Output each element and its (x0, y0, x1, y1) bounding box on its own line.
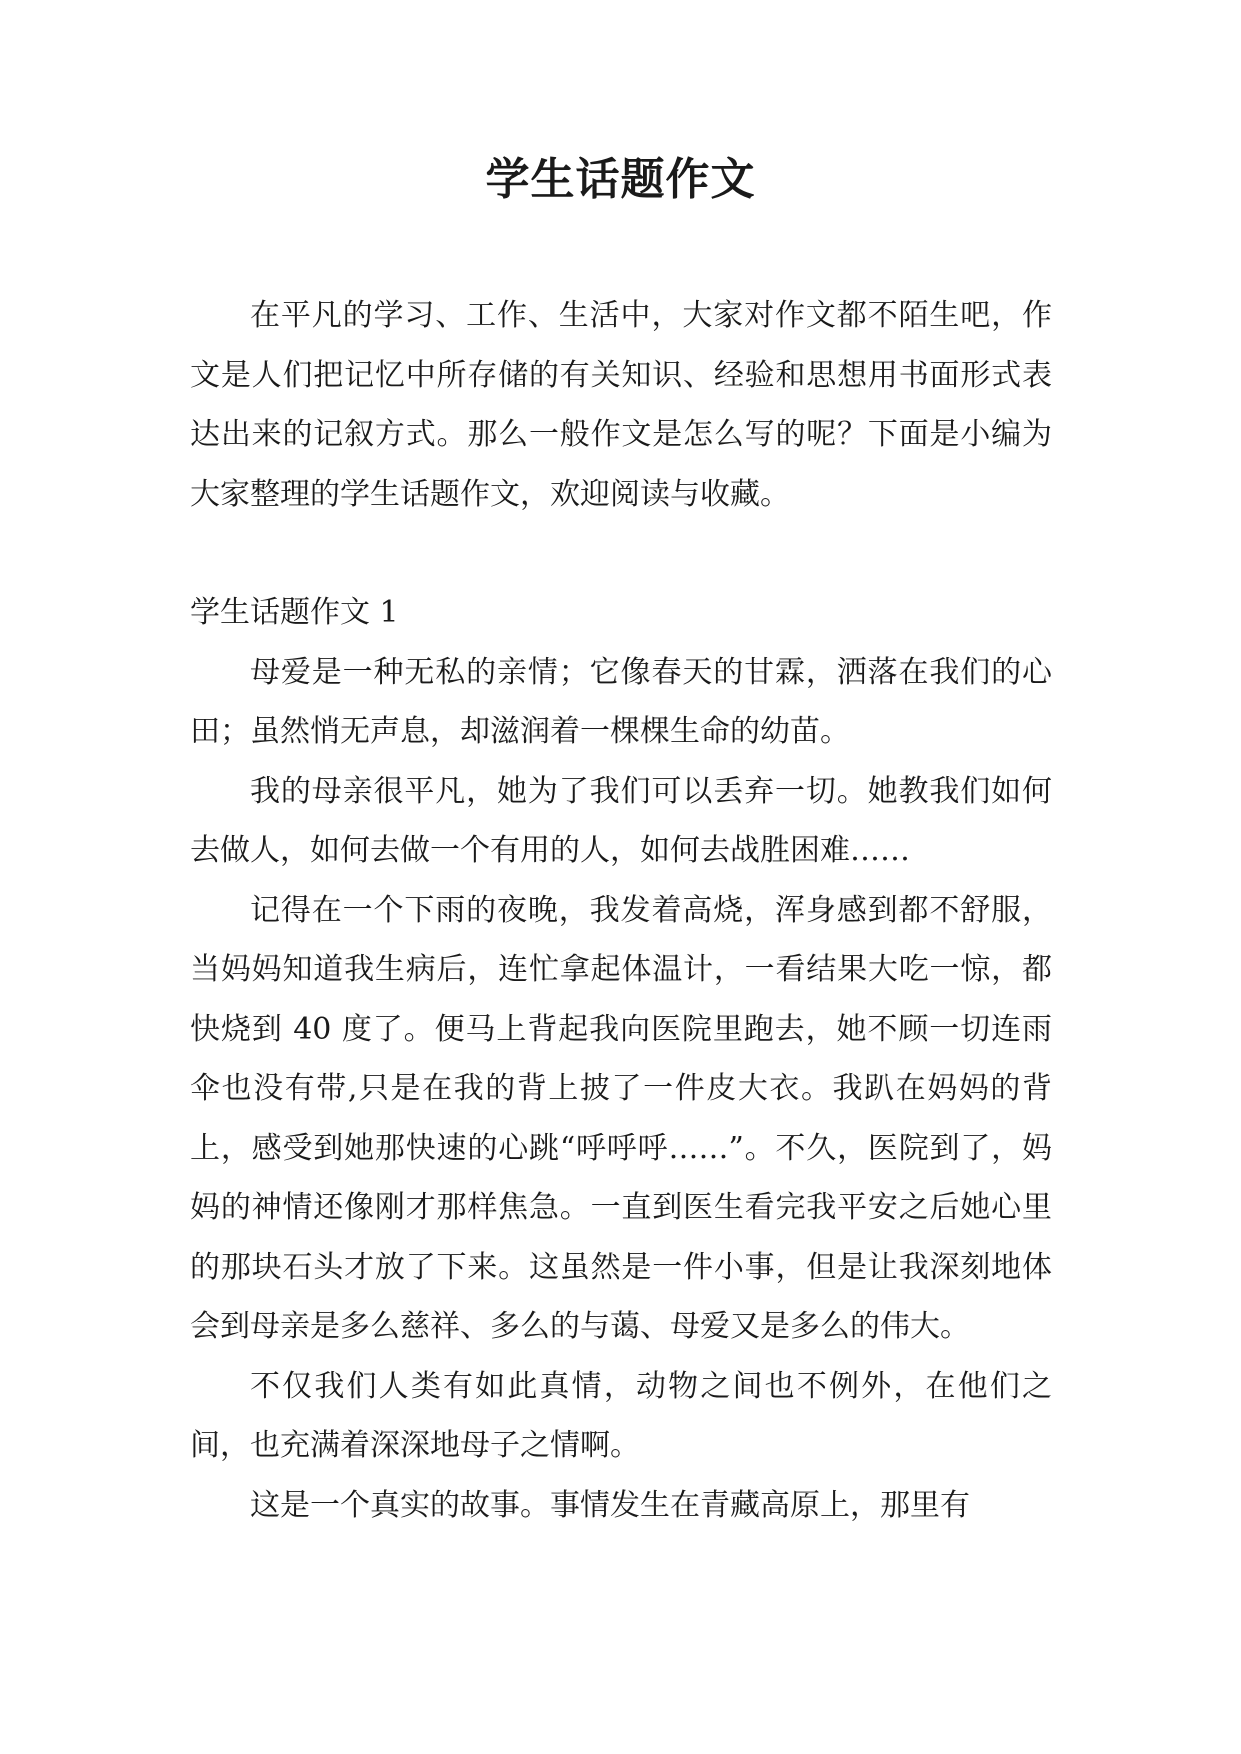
section-heading: 学生话题作文 1 (190, 595, 399, 630)
body-paragraph: 记得在一个下雨的夜晚，我发着高烧，浑身感到都不舒服，当妈妈知道我生病后，连忙拿起体温计，一看结果大吃一惊，都快烧到 40 度了。便马上背起我向医院里跑去，她不顾一切连雨伞也没有带,只是在我的背上披了一件皮大衣。我趴在妈妈的背上，感受到她那快速的心跳“呼呼呼……”。不久，医院到了，妈妈的神情还像刚才那样焦急。一直到医生看完我平安之后她心里的那块石头才放了下来。这虽然是一件小事，但是让我深刻地体会到母亲是多么慈祥、多么的与蔼、母爱又是多么的伟大。 (190, 892, 1052, 1344)
body-paragraph: 母爱是一种无私的亲情；它像春天的甘霖，洒落在我们的心田；虽然悄无声息，却滋润着一棵棵生命的幼苗。 (190, 654, 1052, 749)
document-title: 学生话题作文 (485, 154, 756, 205)
body-paragraph: 我的母亲很平凡，她为了我们可以丢弃一切。她教我们如何去做人，如何去做一个有用的人，如何去战胜困难…… (190, 773, 1052, 868)
intro-paragraph: 在平凡的学习、工作、生活中，大家对作文都不陌生吧，作文是人们把记忆中所存储的有关知识、经验和思想用书面形式表达出来的记叙方式。那么一般作文是怎么写的呢？下面是小编为大家整理的学生话题作文，欢迎阅读与收藏。 (190, 298, 1052, 512)
document-body (190, 286, 1052, 1535)
body-paragraph: 这是一个真实的故事。事情发生在青藏高原上，那里有 (250, 1487, 970, 1523)
body-paragraph: 不仅我们人类有如此真情，动物之间也不例外，在他们之间，也充满着深深地母子之情啊。 (190, 1368, 1052, 1463)
